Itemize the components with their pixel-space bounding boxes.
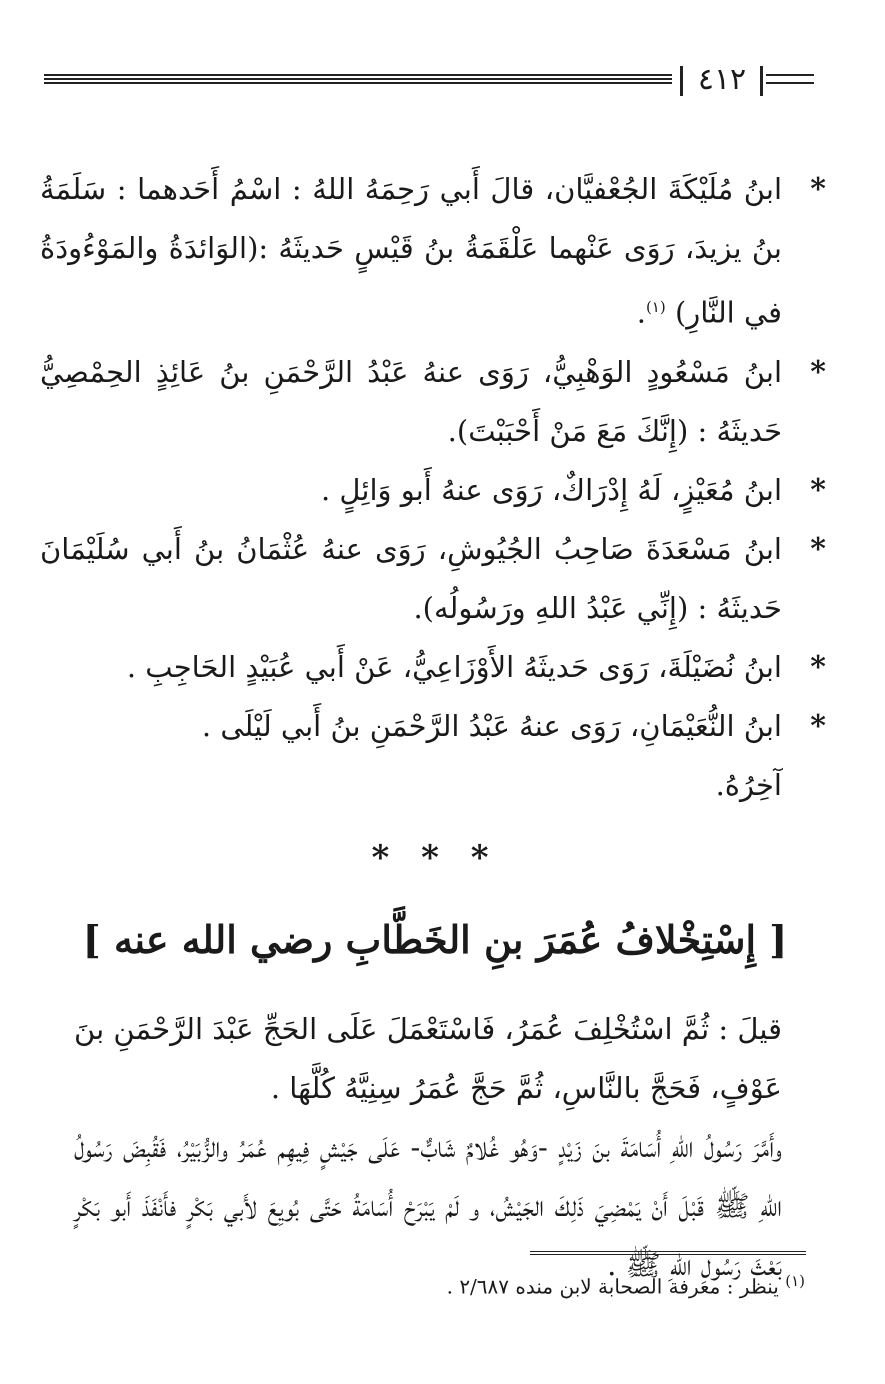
entry-item xyxy=(40,520,830,638)
header-divider xyxy=(760,66,763,96)
entry-marker: * xyxy=(810,708,826,744)
footnote-text: ينظر : معرفة الصحابة لابن منده ٢/٦٨٧ . xyxy=(446,1274,779,1299)
header-rule-right xyxy=(766,74,814,84)
section-separator: * * * xyxy=(371,837,499,878)
entry-marker: * xyxy=(810,172,826,207)
entry-item xyxy=(40,697,830,756)
entry-text: ابنُ مُعَيْزٍ، لَهُ إِدْرَاكٌ، رَوَى عنهُ أَبو وَائِلٍ . xyxy=(321,472,782,507)
entry-item xyxy=(40,343,830,461)
entry-marker: * xyxy=(810,354,826,390)
entry-text: ابنُ نُضَيْلَةَ، رَوَى حَديثَهُ الأَوْزَاعِيُّ، عَنْ أَبي عُبَيْدٍ الحَاجِبِ . xyxy=(126,649,782,684)
page-number: ٤١٢ xyxy=(697,62,747,97)
ending-text: آخِرُهُ. xyxy=(715,767,782,802)
section-title: [ إِسْتِخْلافُ عُمَرَ بنِ الخَطَّابِ رضي الله عنه ] xyxy=(82,916,788,962)
footnote-ref: (١) xyxy=(645,298,666,316)
entry-text: ابنُ مُلَيْكَةَ الجُعْفيَّان، قالَ أَبي رَحِمَهُ اللهُ : اسْمُ أَحَدهما : سَلَمَةُ بنُ يزيدَ، رَوَى عَنْهما عَلْقَمَةُ بنُ قَيْسٍ حَديثَهُ :(الوَائدَةُ والمَوْءُودَةُ في النَّارِ) xyxy=(40,172,782,330)
footnote xyxy=(447,1266,805,1302)
header-divider xyxy=(680,66,683,96)
page-header xyxy=(44,62,814,102)
entry-item xyxy=(40,638,830,697)
entry-marker: * xyxy=(810,649,826,685)
entry-item xyxy=(40,461,830,520)
entry-marker: * xyxy=(810,531,826,567)
entry-text: ابنُ مَسْعُودٍ الوَهْبِيُّ، رَوَى عنهُ عَبْدُ الرَّحْمَنِ بنُ عَائِذٍ الحِمْصِيُّ حَديثَهُ : (إِنَّكَ مَعَ مَنْ أَحْبَبْتَ). xyxy=(40,354,782,448)
footnote-rule xyxy=(530,1251,806,1255)
entry-tail: . xyxy=(636,295,646,330)
header-rule-left xyxy=(44,74,672,84)
paragraph: وأَمَّرَ رَسُولُ اللهِ أُسَامَةَ بنَ زَيْدٍ -وَهُو غُلامٌ شَابٌّ- عَلَى جَيْشٍ فِيهِم عُمَرُ والزُّبَيْرُ، فَقُبِضَ رَسُولُ اللهِ ﷺ قَبْلَ أَنْ يَمْضِيَ ذَلِكَ الجَيْشُ، و لَمْ يَبْرَحْ أُسَامَةُ حَتَّى بُويِعَ لأَبي بَكْرٍ فأَنْفَذَ أَبو بَكْرٍ بَعْثَ رَسُولِ اللهِ ﷺ . xyxy=(74,1129,782,1282)
entry-text: ابنُ النُّعَيْمَانِ، رَوَى عنهُ عَبْدُ الرَّحْمَنِ بنُ أَبي لَيْلَى . xyxy=(201,708,782,743)
main-text xyxy=(40,160,830,1295)
footnote-ref: (١) xyxy=(785,1272,805,1290)
entry-marker: * xyxy=(810,472,826,508)
entry-text: ابنُ مَسْعَدَةَ صَاحِبُ الجُيُوشِ، رَوَى عنهُ عُثْمَانُ بنُ أَبي سُلَيْمَانَ حَديثَهُ : (إِنِّي عَبْدُ اللهِ ورَسُولُه). xyxy=(40,531,782,625)
entry-item xyxy=(40,160,830,343)
paragraph: قيلَ : ثُمَّ اسْتُخْلِفَ عُمَرُ، فَاسْتَعْمَلَ عَلَى الحَجِّ عَبْدَ الرَّحْمَنِ بنَ عَوْفٍ، فَحَجَّ بالنَّاسِ، ثُمَّ حَجَّ عُمَرُ سِنِيَّهُ كُلَّهَا . xyxy=(74,1011,782,1105)
